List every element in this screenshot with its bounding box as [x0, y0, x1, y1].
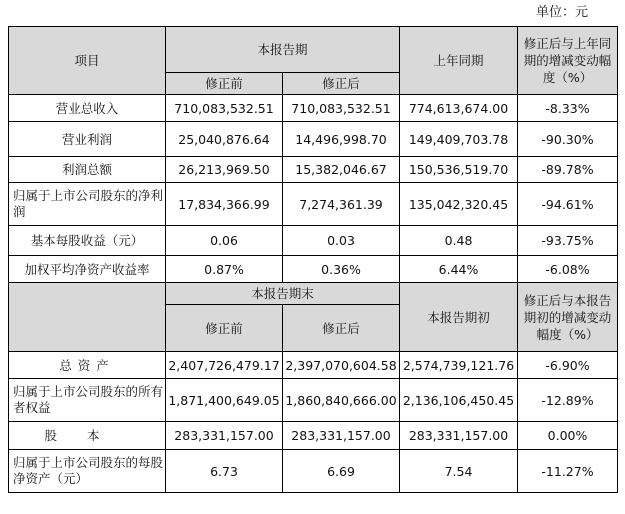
- prior-value: 774,613,674.00: [400, 95, 518, 122]
- after-value: 710,083,532.51: [283, 95, 400, 122]
- change-value: -6.08%: [518, 256, 618, 283]
- change-value: -93.75%: [518, 226, 618, 256]
- change-value: -89.78%: [518, 157, 618, 183]
- row-label: 归属于上市公司股东的每股净资产（元）: [9, 450, 166, 493]
- before-value: 283,331,157.00: [166, 422, 283, 450]
- change-value: -90.30%: [518, 122, 618, 157]
- before-value: 17,834,366.99: [166, 183, 283, 226]
- before-value: 0.06: [166, 226, 283, 256]
- blank-header-cell: [9, 283, 166, 352]
- before-value: 26,213,969.50: [166, 157, 283, 183]
- prior-year-header: 上年同期: [400, 27, 518, 95]
- after-value: 1,860,840,666.00: [283, 379, 400, 422]
- unit-label: 单位：元: [535, 5, 588, 20]
- change-value: 0.00%: [518, 422, 618, 450]
- prior-value: 2,136,106,450.45: [400, 379, 518, 422]
- table-row: [9, 122, 618, 157]
- table-row: [9, 379, 618, 422]
- change-value: -8.33%: [518, 95, 618, 122]
- prior-value: 150,536,519.70: [400, 157, 518, 183]
- before-value: 0.87%: [166, 256, 283, 283]
- change-value: -94.61%: [518, 183, 618, 226]
- table-row: [9, 183, 618, 226]
- change-value: -6.90%: [518, 352, 618, 379]
- table-row: [9, 352, 618, 379]
- before-value: 710,083,532.51: [166, 95, 283, 122]
- prior-value: 283,331,157.00: [400, 422, 518, 450]
- after-value: 14,496,998.70: [283, 122, 400, 157]
- after-value: 6.69: [283, 450, 400, 493]
- item-header: 项目: [9, 27, 166, 95]
- change-header-2: 修正后与本报告期初的增减变动幅度（%）: [518, 283, 618, 352]
- after-value: 0.03: [283, 226, 400, 256]
- after-value: 15,382,046.67: [283, 157, 400, 183]
- period-header: 本报告期: [166, 27, 400, 73]
- prior-value: 149,409,703.78: [400, 122, 518, 157]
- table-row: [9, 450, 618, 493]
- period-start-header: 本报告期初: [400, 283, 518, 352]
- prior-value: 2,574,739,121.76: [400, 352, 518, 379]
- before-value: 1,871,400,649.05: [166, 379, 283, 422]
- change-value: -11.27%: [518, 450, 618, 493]
- prior-value: 6.44%: [400, 256, 518, 283]
- row-label: 加权平均净资产收益率: [9, 256, 166, 283]
- financial-table: [8, 26, 618, 493]
- table-row: [9, 157, 618, 183]
- change-header: 修正后与上年同期的增减变动幅度（%）: [518, 27, 618, 95]
- before-value: 6.73: [166, 450, 283, 493]
- prior-value: 135,042,320.45: [400, 183, 518, 226]
- row-label: 归属于上市公司股东的净利润: [9, 183, 166, 226]
- change-value: -12.89%: [518, 379, 618, 422]
- row-label: 基本每股收益（元）: [9, 226, 166, 256]
- row-label: 营业总收入: [9, 95, 166, 122]
- before-correction-header-2: 修正前: [166, 305, 283, 352]
- period-end-header: 本报告期末: [166, 283, 400, 305]
- after-correction-header: 修正后: [283, 73, 400, 95]
- row-label: 营业利润: [9, 122, 166, 157]
- table-row: [9, 422, 618, 450]
- after-value: 2,397,070,604.58: [283, 352, 400, 379]
- row-label: 总资产: [9, 352, 166, 379]
- after-value: 283,331,157.00: [283, 422, 400, 450]
- row-label: 利润总额: [9, 157, 166, 183]
- after-correction-header-2: 修正后: [283, 305, 400, 352]
- prior-value: 7.54: [400, 450, 518, 493]
- after-value: 0.36%: [283, 256, 400, 283]
- prior-value: 0.48: [400, 226, 518, 256]
- before-correction-header: 修正前: [166, 73, 283, 95]
- after-value: 7,274,361.39: [283, 183, 400, 226]
- table-row: [9, 95, 618, 122]
- before-value: 2,407,726,479.17: [166, 352, 283, 379]
- table-row: [9, 256, 618, 283]
- row-label: 归属于上市公司股东的所有者权益: [9, 379, 166, 422]
- before-value: 25,040,876.64: [166, 122, 283, 157]
- row-label: 股本: [9, 422, 166, 450]
- table-row: [9, 226, 618, 256]
